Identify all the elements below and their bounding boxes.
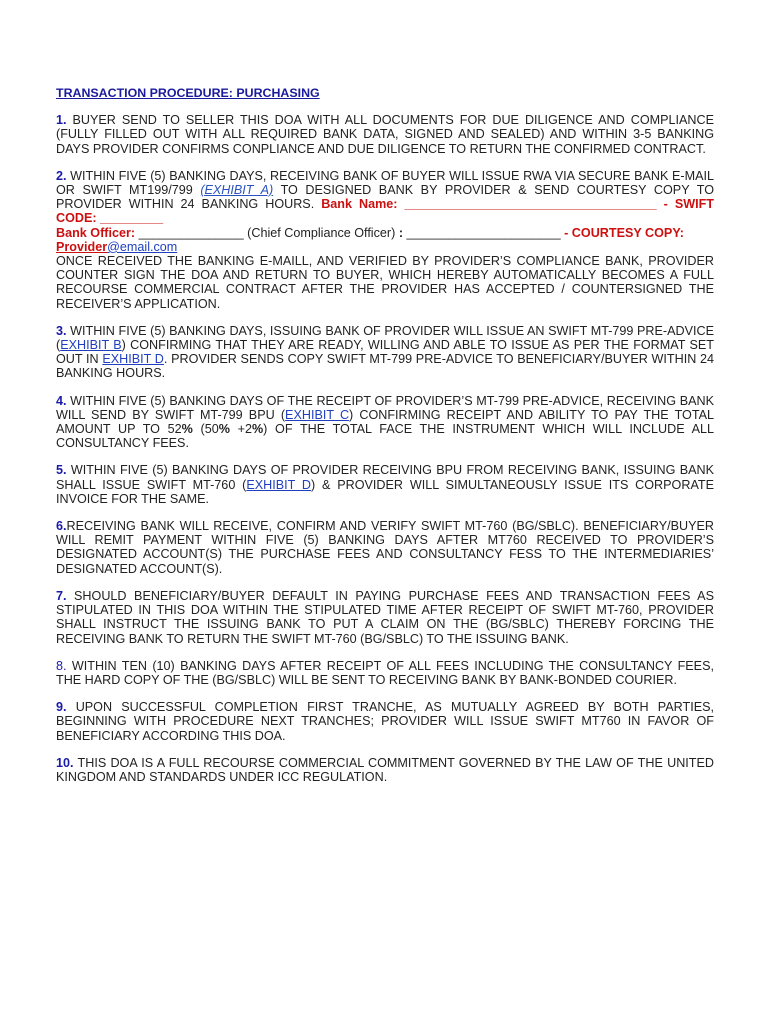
step-2 xyxy=(56,169,714,254)
exhibit-b-link[interactable]: EXHIBIT B xyxy=(60,338,122,353)
step-number: 8. xyxy=(56,658,67,673)
document-page xyxy=(56,86,714,784)
bank-officer-label: Bank Officer: xyxy=(56,225,136,240)
step-text: ) & PROVIDER WILL SIMULTANEOUSLY ISSUE ITS CORPORATE INVOICE FOR THE SAME. xyxy=(56,477,714,506)
step-text: WITHIN FIVE (5) BANKING DAYS OF THE RECEIPT OF PROVIDER’S MT-799 PRE-ADVICE, RECEIVING BANK WILL SEND BY SWIFT MT-799 BPU ( xyxy=(56,393,714,422)
step-text: WITHIN TEN (10) BANKING DAYS AFTER RECEIPT OF ALL FEES INCLUDING THE CONSULTANCY FEES, THE HARD COPY OF THE (BG/SBLC) WILL BE SENT TO RECEIVING BANK BY BANK-BONDED COURIER. xyxy=(56,658,714,687)
step-text: UPON SUCCESSFUL COMPLETION FIRST TRANCHE, AS MUTUALLY AGREED BY BOTH PARTIES, BEGINNING WITH PROCEDURE NEXT TRANCHES; PROVIDER WILL ISSUE SWIFT MT760 IN FAVOR OF BENEFICIARY ACCORDING THIS DOA. xyxy=(56,700,714,743)
step-text: THIS DOA IS A FULL RECOURSE COMMERCIAL COMMITMENT GOVERNED BY THE LAW OF THE UNITED KINGDOM AND STANDARDS UNDER ICC REGULATION. xyxy=(56,755,714,784)
exhibit-d-link[interactable]: EXHIBIT D xyxy=(246,477,312,492)
step-text: ) CONFIRMING RECEIPT AND ABILITY TO PAY THE TOTAL AMOUNT UP TO 52 xyxy=(56,407,714,437)
step-text: TO DESIGNED BANK BY PROVIDER & SEND COURTESY COPY TO PROVIDER WITHIN 24 BANKING HOURS. xyxy=(56,183,714,212)
step-8 xyxy=(56,659,714,687)
step-text: WITHIN FIVE (5) BANKING DAYS, ISSUING BANK OF PROVIDER WILL ISSUE AN SWIFT MT-799 PRE-ADVICE ( xyxy=(56,323,714,353)
step-9 xyxy=(56,700,714,743)
exhibit-a-link[interactable]: (EXHIBIT A) xyxy=(200,183,274,198)
step-2-continued: ONCE RECEIVED THE BANKING E-MAILL, AND VERIFIED BY PROVIDER’S COMPLIANCE BANK, PROVIDER COUNTER SIGN THE DOA AND RETURN TO BUYER, WHICH HEREBY AUTOMATICALLY BECOMES A FULL RECOURSE COMMERCIAL CONTRACT AFTER THE PROVIDER HAS ACCEPTED / COUNTERSIGNED THE RECEIVER’S APPLICATION. xyxy=(56,254,714,311)
step-text: ) CONFIRMING THAT THEY ARE READY, WILLING AND ABLE TO ISSUE AS PER THE FORMAT SET OUT IN xyxy=(56,338,714,367)
step-number: 3. xyxy=(56,323,67,338)
step-text: SHOULD BENEFICIARY/BUYER DEFAULT IN PAYING PURCHASE FEES AND TRANSACTION FEES AS STIPULATED IN THIS DOA WITHIN THE STIPULATED TIME AFTER RECEIPT OF SWIFT MT-760, PROVIDER SHALL INSTRUCT THE ISSUING BANK TO PUT A CLAIM ON THE (BG/SBLC) THEREBY FORCING THE RECEIVING BANK TO RETURN THE SWIFT MT-760 (BG/SBLC) TO THE ISSUING BANK. xyxy=(56,588,714,646)
step-number: 5. xyxy=(56,463,67,478)
step-number: 2. xyxy=(56,168,67,183)
step-text: WITHIN FIVE (5) BANKING DAYS OF PROVIDER RECEIVING BPU FROM RECEIVING BANK, ISSUING BANK SHALL ISSUE SWIFT MT-760 ( xyxy=(56,463,714,492)
step-4 xyxy=(56,394,714,451)
provider-email-link[interactable]: @email.com xyxy=(107,239,178,254)
step-text: (50 xyxy=(192,422,219,437)
step-7 xyxy=(56,589,714,646)
step-5 xyxy=(56,463,714,506)
step-3 xyxy=(56,324,714,381)
bank-name-field: Bank Name: ____________________________________ xyxy=(321,197,657,212)
exhibit-d-link[interactable]: EXHIBIT D xyxy=(102,352,164,367)
step-number: 6. xyxy=(56,519,67,534)
step-text: WITHIN FIVE (5) BANKING DAYS, RECEIVING BANK OF BUYER WILL ISSUE RWA VIA SECURE BANK E-MAIL OR SWIFT MT199/799 xyxy=(56,168,714,198)
step-text: . PROVIDER SENDS COPY SWIFT MT-799 PRE-ADVICE TO BENEFICIARY/BUYER WITHIN 24 BANKING HOURS. xyxy=(56,352,714,381)
exhibit-c-link[interactable]: EXHIBIT C xyxy=(285,407,350,422)
step-number: 1. xyxy=(56,113,67,128)
step-number: 9. xyxy=(56,700,67,715)
courtesy-copy-label: - COURTESY COPY: xyxy=(564,225,684,240)
chief-compliance-label: (Chief Compliance Officer) xyxy=(247,225,399,240)
percent-sign: % xyxy=(218,422,230,437)
percent-sign: % xyxy=(251,422,264,437)
step-text: +2 xyxy=(229,422,252,437)
step-number: 4. xyxy=(56,393,67,408)
step-number: 10. xyxy=(56,755,74,770)
provider-email-label[interactable]: Provider xyxy=(56,239,108,254)
step-10 xyxy=(56,756,714,784)
step-number: 7. xyxy=(56,588,67,603)
chief-compliance-blank: ______________________ xyxy=(403,225,565,240)
step-text: ) OF THE TOTAL FACE THE INSTRUMENT WHICH WILL INCLUDE ALL CONSULTANCY FEES. xyxy=(56,422,714,451)
bank-officer-blank: _______________ xyxy=(135,225,248,240)
percent-sign: % xyxy=(181,422,193,437)
swift-code-field: - SWIFT CODE: _________ xyxy=(56,197,714,226)
colon: : xyxy=(398,225,404,240)
step-text: RECEIVING BANK WILL RECEIVE, CONFIRM AND VERIFY SWIFT MT-760 (BG/SBLC). BENEFICIARY/BUYER WILL REMIT PAYMENT WITHIN FIVE (5) BANKING DAYS AFTER MT760 RECEIVED TO PROVIDER’S DESIGNATED ACCOUNT(S) THE PURCHASE FEES AND CONSULTANCY FESS TO THE INTERMEDIARIES’ DESIGNATED ACCOUNT(S). xyxy=(56,519,714,576)
document-title: TRANSACTION PROCEDURE: PURCHASING xyxy=(56,86,320,100)
step-1 xyxy=(56,113,714,156)
step-6 xyxy=(56,519,714,576)
step-text: BUYER SEND TO SELLER THIS DOA WITH ALL DOCUMENTS FOR DUE DILIGENCE AND COMPLIANCE (FULLY FILLED OUT WITH ALL REQUIRED BANK DATA, SIGNED AND SEALED) AND WITHIN 3-5 BANKING DAYS PROVIDER CONFIRMS CONPLIANCE AND DUE DILIGENCE TO RETURN THE CONFIRMED CONTRACT. xyxy=(56,113,714,156)
